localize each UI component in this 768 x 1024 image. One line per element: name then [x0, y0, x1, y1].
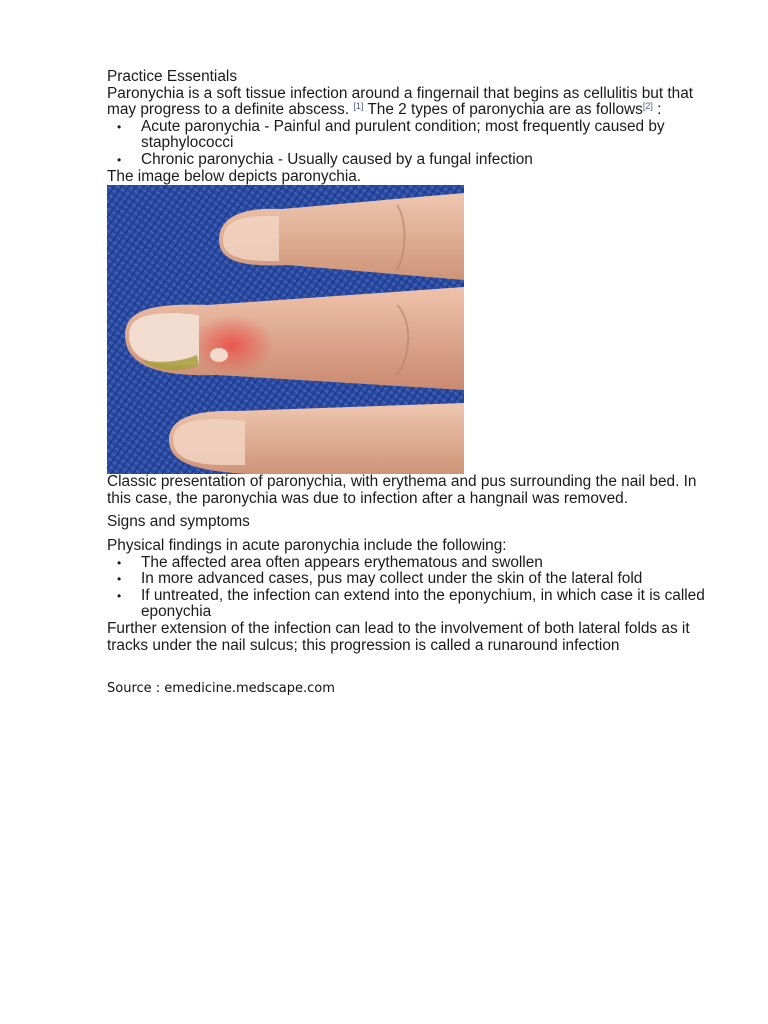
list-item: • If untreated, the infection can extend into the eponychium, in which case it is called eponychia [107, 588, 707, 621]
intro-text-1: Paronychia is a soft tissue infection around a fingernail that begins as cellulitis but that may progress to a definite abscess. [107, 84, 694, 119]
image-intro: The image below depicts paronychia. [107, 167, 362, 185]
findings-list [107, 555, 707, 621]
list-item: • Acute paronychia - Painful and purulent condition; most frequently caused by staphylococci [107, 119, 707, 152]
intro-text-3: : [652, 101, 662, 119]
intro-paragraph [107, 86, 707, 119]
list-item: • Chronic paronychia - Usually caused by a fungal infection [107, 152, 707, 169]
paronychia-types-list [107, 119, 707, 169]
reference-link-2[interactable]: [2] [642, 101, 653, 112]
reference-link-1[interactable]: [1] [353, 101, 364, 112]
findings-intro: Physical findings in acute paronychia include the following: [107, 536, 507, 554]
document-body [107, 69, 707, 697]
section-heading-practice-essentials: Practice Essentials [107, 68, 238, 85]
extension-paragraph: Further extension of the infection can lead to the involvement of both lateral folds as it tracks under the nail sulcus; this progression is called a runaround infection [107, 619, 690, 654]
source-citation: Source : emedicine.medscape.com [107, 681, 335, 697]
paronychia-photo [107, 185, 464, 474]
list-item: • The affected area often appears erythematous and swollen [107, 555, 707, 572]
list-item: • In more advanced cases, pus may collect under the skin of the lateral fold [107, 571, 707, 588]
intro-text-2: The 2 types of paronychia are as follows [363, 101, 643, 119]
section-heading-signs-and-symptoms: Signs and symptoms [107, 513, 250, 531]
image-caption: Classic presentation of paronychia, with erythema and pus surrounding the nail bed. In this case, the paronychia was due to infection after a hangnail was removed. [107, 473, 697, 507]
